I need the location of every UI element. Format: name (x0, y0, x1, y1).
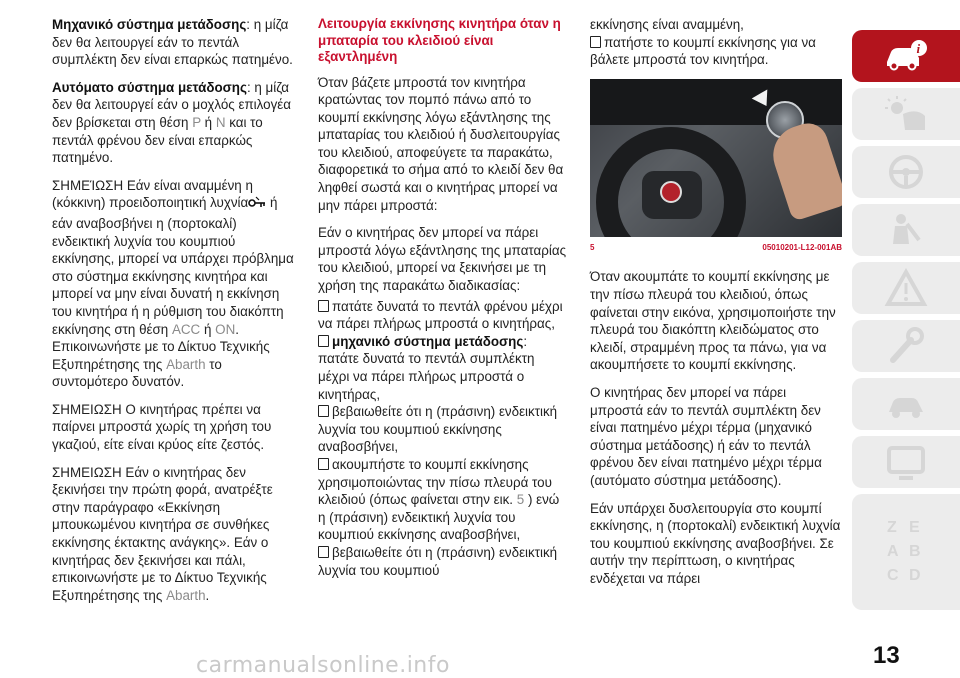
bullet-icon (318, 335, 329, 347)
manual-transmission-paragraph (52, 16, 294, 69)
tab-steering[interactable] (852, 146, 960, 198)
page-number: 13 (873, 642, 900, 669)
warning-triangle-icon (883, 268, 929, 308)
dashboard (590, 79, 842, 125)
gear-p: P (192, 114, 201, 130)
svg-text:D: D (909, 567, 921, 584)
list-item (318, 333, 568, 403)
paragraph-4: Ο κινητήρας δεν μπορεί να πάρει μπροστά εάν το πεντάλ συμπλέκτη δεν είναι πατημένο μέχρι τέρμα (μηχανικό σύστημα μετάδοσης) ή εάν το πεντάλ φρένου δεν είναι πατημένο μέχρι τέρμα (αυτόματο σύστημα μετάδοσης). (590, 384, 822, 488)
note1-text-d: το συντομότερο δυνατόν. (52, 356, 222, 390)
tab-multimedia[interactable] (852, 436, 960, 488)
abarth-logo (660, 181, 682, 203)
figure-caption (590, 239, 842, 257)
svg-text:Z: Z (887, 519, 897, 536)
note3-text: ΣΗΜΕΙΩΣΗ Εάν ο κινητήρας δεν ξεκινήσει την πρώτη φορά, ανατρέξτε στην παράγραφο «Εκκίνηση μπουκωμένου κινητήρα σε συνθήκες εκκίνησης έκτακτης ανάγκης». Εάν ο κινητήρας δεν ξεκινήσει και πάλι, επικοινωνήστε με το Δίκτυο Τεχνικής Εξυπηρέτησης της (52, 464, 273, 603)
position-acc: ACC (171, 321, 201, 337)
tab-safety[interactable] (852, 204, 960, 256)
position-on: ON (215, 321, 236, 337)
tab-technical-data[interactable] (852, 378, 960, 430)
svg-text:i: i (916, 41, 921, 56)
warning-lights-icon (883, 94, 929, 134)
manual-transmission-text: : η μίζα δεν θα λειτουργεί εάν το πεντάλ συμπλέκτη δεν είναι επαρκώς πατημένο. (52, 17, 293, 68)
paragraph-1: Όταν βάζετε μπροστά τον κινητήρα κρατώντας τον πομπό πάνω από το κουμπί εκκίνησης λόγω εξάντλησης της μπαταρίας του κλειδιού ή δυσλειτουργίας του κλειδιού, αποφεύγετε τα παρακάτω, διαφορετικά το σήμα από το κλειδί δεν θα ληφθεί σωστά και ο κινητήρας μπορεί να μην πάρει μπροστά: (318, 74, 564, 213)
auto-transmission-title: Αυτόματο σύστημα μετάδοσης (52, 79, 247, 95)
tab-car-info[interactable] (852, 30, 960, 82)
safety-icon (883, 210, 929, 250)
column-left (52, 16, 294, 614)
car-info-icon (883, 36, 929, 76)
figure-photo (590, 79, 842, 237)
column-middle (318, 16, 568, 579)
tab-emergency[interactable] (852, 262, 960, 314)
list-item (318, 403, 568, 456)
bullet-6-text: πατήστε το κουμπί εκκίνησης για να βάλετε μπροστά τον κινητήρα. (590, 34, 816, 68)
tab-warning-lights[interactable] (852, 88, 960, 140)
list-item (318, 544, 568, 579)
continued-text: εκκίνησης είναι αναμμένη, (590, 17, 744, 32)
figure-number: 5 (590, 242, 595, 252)
paragraph-5: Εάν υπάρχει δυσλειτουργία στο κουμπί εκκίνησης, η (πορτοκαλί) ενδεικτική λυχνία του κουμπιού εκκίνησης αναβοσβήνει. Σε αυτήν την περίπτωση, ο κινητήρας ενδέχεται να πάρει (590, 500, 841, 586)
note3-end: . (205, 587, 210, 603)
note1-text-b: εάν αναβοσβήνει η (πορτοκαλί) ενδεικτική λυχνία του κουμπιού εκκίνησης, μπορεί να υπάρχει πρόβλημα στο σύστημα εκκίνησης κινητήρα και μπορεί να μην είναι δυνατή η εκκίνηση του κινητήρα ή η ρύθμιση του διακόπτη εκκίνησης στη θέση (52, 215, 294, 337)
section-title: Λειτουργία εκκίνησης κινητήρα όταν η μπαταρία του κλειδιού είναι εξαντλημένη (318, 16, 561, 64)
paragraph-2: Εάν ο κινητήρας δεν μπορεί να πάρει μπροστά λόγω εξάντλησης της μπαταρίας του κλειδιού, μπορεί να ξεκινήσει με τη χρήση της παρακάτω διαδικασίας: (318, 225, 567, 294)
watermark: carmanualsonline.info (196, 653, 450, 678)
note1-or: ή (270, 195, 278, 211)
list-item (318, 456, 568, 544)
column-right (590, 16, 842, 597)
bullet-4-text-a: ακουμπήστε το κουμπί εκκίνησης χρησιμοποιώντας την πίσω πλευρά του κλειδιού (όπως φαίνεται στην εικ. (318, 456, 552, 508)
bullet-icon (590, 36, 601, 48)
bullet-icon (318, 458, 329, 470)
key-warning-icon (248, 196, 266, 215)
bullet-3-text: βεβαιωθείτε ότι η (πράσινη) ενδεικτική λυχνία του κουμπιού εκκίνησης αναβοσβήνει, (318, 404, 558, 455)
index-icon (883, 512, 929, 592)
svg-text:E: E (909, 519, 920, 536)
bullet-2-text: : πατάτε δυνατά το πεντάλ συμπλέκτη μέχρι να πάρει πλήρως μπροστά ο κινητήρας, (318, 333, 535, 402)
tab-maintenance[interactable] (852, 320, 960, 372)
bullet-icon (318, 546, 329, 558)
bullet-icon (318, 300, 329, 312)
note-1 (52, 177, 294, 391)
list-item (590, 34, 842, 69)
steering-wheel-icon (883, 152, 929, 192)
auto-or: ή (204, 114, 213, 130)
svg-text:A: A (887, 543, 899, 560)
svg-text:B: B (909, 543, 921, 560)
note1-text-a: ΣΗΜΕΊΩΣΗ Εάν είναι αναμμένη η (κόκκινη) προειδοποιητική λυχνία (52, 177, 253, 211)
svg-text:C: C (887, 567, 899, 584)
auto-transmission-text2: και το πεντάλ φρένου δεν είναι επαρκώς πατημένο. (52, 114, 263, 166)
wrench-icon (883, 326, 929, 366)
gear-n: N (215, 114, 226, 130)
note-2: ΣΗΜΕΙΩΣΗ Ο κινητήρας πρέπει να παίρνει μπροστά χωρίς τη χρήση του γκαζιού, είτε είναι κρύος είτε ζεστός. (52, 401, 272, 453)
bullet-icon (318, 405, 329, 417)
list-item (318, 298, 568, 333)
auto-transmission-text: : η μίζα δεν θα λειτουργεί εάν ο μοχλός επιλογέα δεν βρίσκεται στη θέση (52, 79, 292, 130)
brand-abarth: Abarth (166, 356, 206, 372)
tab-index[interactable] (852, 494, 960, 610)
bullet-4-text-b: ) ενώ η (πράσινη) ενδεικτική λυχνία του κουμπιού εκκίνησης αναβοσβήνει, (318, 492, 560, 543)
multimedia-icon (883, 442, 929, 482)
brand-abarth-2: Abarth (166, 587, 206, 603)
bullet-5-text: βεβαιωθείτε ότι η (πράσινη) ενδεικτική λυχνία του κουμπιού (318, 544, 558, 578)
paragraph-3: Όταν ακουμπάτε το κουμπί εκκίνησης με την πίσω πλευρά του κλειδιού, όπως φαίνεται στην εικόνα, χρησιμοποιήστε την πλευρά του διακόπτη κλειδώματος στο κλειδί, στραμμένη προς τα πάνω, για να ακουμπήσετε το κουμπί εκκίνησης. (590, 269, 836, 373)
note1-or2: ή (203, 321, 212, 337)
manual-transmission-title: Μηχανικό σύστημα μετάδοσης (52, 17, 247, 32)
bullet-1-text: πατάτε δυνατά το πεντάλ φρένου μέχρι να πάρει πλήρως μπροστά ο κινητήρας, (318, 298, 563, 332)
figure-ref[interactable]: 5 (516, 492, 525, 508)
note-3 (52, 464, 294, 605)
auto-transmission-paragraph (52, 79, 294, 167)
note1-text-c: . Επικοινωνήστε με το Δίκτυο Τεχνικής Εξυπηρέτησης της (52, 321, 270, 372)
bullet-2-title: μηχανικό σύστημα μετάδοσης (332, 333, 524, 349)
figure-code: 05010201-L12-001AB (762, 242, 842, 252)
car-service-icon (883, 384, 929, 424)
